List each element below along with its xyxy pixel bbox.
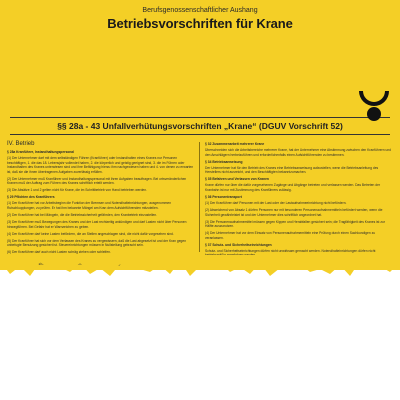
paragraph: (3) Der Kranführer muß Bewegungen des Kranes und der Last rechtzeitig ankündigen und darf Lasten nicht über Personen hinwegführen. Bei Gefahr hat er Warnzeichen zu geben. [7, 220, 187, 229]
paragraph: (2) Der Kranführer hat bei Mängeln, die die Betriebssicherheit gefährden, den Kranbetrieb einzustellen. [7, 213, 158, 218]
paragraph: Der Unternehmer hat für den Betrieb des Kranes eine Betriebsanweisung aufzustellen, wenn die Betriebsanleitung des Herstellers nicht ausreicht, und den Beschäftigten bekanntzumachen. [205, 165, 379, 175]
section-title: § 36 Personentransport [205, 194, 242, 199]
column-divider [199, 142, 200, 252]
section-title: § 35 Befahren und Verlassen von Kranen [205, 177, 269, 182]
paragraph: Überschneiden sich die Arbeitsbereiche mehrerer Krane, hat der Unternehmer eine Abstimmung zwischen den Kranführern und den Anschlägern herbeizuführen und erforderlichenfalls einen Aufsichtführenden zu bestimmen. [205, 148, 392, 157]
torn-edge [0, 255, 400, 279]
right-column [205, 140, 393, 260]
section-title: § 32 Zusammenarbeit mehrerer Krane [205, 142, 265, 147]
sign-supertitle: Berufsgenossenschaftlicher Aushang [142, 7, 258, 14]
paragraph: Schutz- und Sicherheitseinrichtungen dürfen nicht unwirksam gemacht werden. Notendhalteinrichtungen dürfen nicht [205, 248, 376, 253]
paragraph: (3) Die Absätze 1 und 2 gelten nicht für Krane, die im Schrittbetrieb von Hand betrieben werden. [7, 188, 148, 193]
right-paragraphs [205, 142, 393, 258]
section-title: § 37 Schutz- und Sicherheitseinrichtungen [205, 242, 272, 247]
left-paragraphs [7, 150, 195, 266]
paragraph: (2) Abweichend von Absatz 1 dürfen Personen nur mit besonderen Personenaufnahmemitteln befördert werden, wenn die Sicherheit gewährleistet ist und der Unternehmer dies schriftlich angeordnet hat. [205, 208, 383, 217]
paragraph: (4) Der Unternehmer hat vor dem Einsatz von Personenaufnahmemitteln eine Prüfung durch einen Sachkundigen zu veranlassen. [205, 231, 376, 240]
bg-logo-icon [356, 87, 392, 127]
paragraph: (3) Die Personenaufnahmemittel müssen gegen Kippen und Herabfallen gesichert sein; die Tragfähigkeit des Kranes ist zur Hälfte auszunutzen. [205, 219, 385, 229]
sign-title: Betriebsvorschriften für Krane [107, 16, 293, 31]
section-title: § 34 Betriebsanweisung [205, 159, 243, 164]
left-column [7, 140, 195, 269]
section-heading: IV. Betrieb [7, 141, 35, 147]
paragraph: (1) Der Kranführer hat vor Arbeitsbeginn die Funktion der Bremsen und Notendhalteinrichtungen, ausgenommen Rutschkupplungen, zu prüfen. Er hat ihm bekannte Mängel am Kran dem Aufsichtführenden mitzuteilen. [7, 201, 172, 210]
paragraph: (2) Der Unternehmer muß Kranführer und Instandhaltungspersonal mit ihren Aufgaben beauftragen. Bei ortsveränderlichen Kranen muß der Auftrag zum Führen des Kranes schriftlich erteilt werden. [7, 176, 187, 186]
sign-header [0, 0, 400, 120]
section-title: § 29 Pflichten des Kranführers [7, 195, 55, 200]
paragraph: (5) Der Kranführer hat sich vor dem Verlassen des Kranes zu vergewissern, daß die Last abgesetzt ist und der Kran gegen unbefugte Benutzung gesichert ist. Steuereinrichtungen müssen in Nullstellung gebracht sein. [7, 238, 187, 248]
paragraph: (4) Der Kranführer darf keine Lasten befördern, die an Stellen angeschlagen sind, die nicht dafür vorgesehen sind. [7, 231, 174, 236]
title-rule-top [10, 117, 390, 118]
paragraph: (6) Der Kranführer darf auch nicht Lasten schräg ziehen oder schleifen. [7, 250, 111, 255]
paragraph: Krane dürfen nur über die dafür vorgesehenen Zugänge und Abgänge betreten und verlassen werden. Das Betreten der Kranbahn ist nur mit Zustimmung des Kranführers zulässig. [205, 183, 381, 192]
paragraph: (1) Der Kranführer darf Personen mit der Last oder der Lastaufnahmeeinrichtung nicht befördern. [205, 200, 347, 205]
title-rule-bottom [10, 134, 390, 135]
section-title: § 28a Kranführer, Instandhaltungspersonal [7, 150, 75, 155]
sign-subtitle: §§ 28a - 43 Unfallverhütungsvorschriften „Krane“ (DGUV Vorschrift 52) [57, 121, 343, 131]
paragraph: (1) Der Unternehmer darf mit dem selbständigen Führen (Kranführer) oder Instandhalten eines Kranes nur Personen beschäftigen, 1. die das 18. Lebensjahr vollendet haben, 2. die körperlich und geistig geeignet sind, 3. die im Führen oder Instandhalten des Kranes unterwiesen sind und ihre Befähigung hierzu ihm nachgewiesen haben und 4. von denen zu erwarten ist, daß sie die ihnen übertragenen Aufgaben zuverlässig erfüllen. [7, 156, 194, 174]
